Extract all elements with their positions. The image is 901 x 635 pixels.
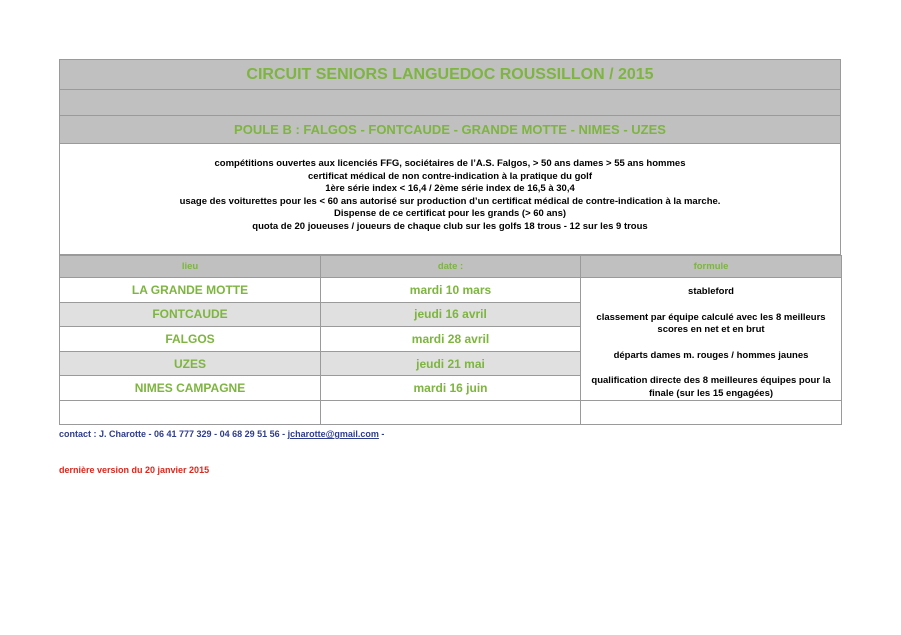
poule-heading: POULE B : FALGOS - FONTCAUDE - GRANDE MOTTE - NIMES - UZES <box>59 116 841 144</box>
cell-date: mardi 28 avril <box>321 327 581 352</box>
contact-text: contact : J. Charotte - 06 41 777 329 - 04 68 29 51 56 - <box>59 429 288 439</box>
cell-lieu: FONTCAUDE <box>60 302 321 327</box>
header-lieu: lieu <box>60 256 321 278</box>
table-empty-row <box>60 401 842 425</box>
formule-line: stableford <box>688 286 734 297</box>
version-note: dernière version du 20 janvier 2015 <box>59 465 210 475</box>
cell-lieu: UZES <box>60 351 321 376</box>
empty-cell <box>581 401 842 425</box>
empty-band <box>59 90 841 116</box>
empty-cell <box>321 401 581 425</box>
header-date: date : <box>321 256 581 278</box>
info-block <box>59 144 841 255</box>
cell-lieu: FALGOS <box>60 327 321 352</box>
info-line: 1ère série index < 16,4 / 2ème série index de 16,5 à 30,4 <box>325 183 575 195</box>
table-row <box>60 278 842 303</box>
cell-lieu: NIMES CAMPAGNE <box>60 376 321 401</box>
formule-line: qualification directe des 8 meilleures équipes pour la finale (sur les 15 engagées) <box>591 375 831 399</box>
contact-suffix: - <box>378 429 385 439</box>
info-line: quota de 20 joueuses / joueurs de chaque club sur les golfs 18 trous - 12 sur les 9 trous <box>252 220 648 232</box>
info-line: Dispense de ce certificat pour les grands (> 60 ans) <box>333 208 567 220</box>
cell-date: mardi 10 mars <box>321 278 581 303</box>
formule-line: départs dames m. rouges / hommes jaunes <box>613 349 809 361</box>
info-line: usage des voiturettes pour les < 60 ans autorisé sur production d’un certificat médical de contre-indication à la marche. <box>179 195 721 207</box>
contact-email-link[interactable]: jcharotte@gmail.com <box>287 429 379 439</box>
empty-cell <box>60 401 321 425</box>
info-line: certificat médical de non contre-indication à la pratique du golf <box>308 170 592 182</box>
header-formule: formule <box>581 256 842 278</box>
cell-lieu: LA GRANDE MOTTE <box>60 278 321 303</box>
formule-line: classement par équipe calculé avec les 8 meilleurs scores en net et en brut <box>596 311 826 335</box>
document-title: CIRCUIT SENIORS LANGUEDOC ROUSSILLON / 2015 <box>59 59 841 90</box>
cell-date: jeudi 16 avril <box>321 302 581 327</box>
document-page <box>59 59 841 425</box>
contact-line <box>59 429 384 439</box>
schedule-table <box>59 255 842 425</box>
cell-formule <box>581 278 842 401</box>
cell-date: mardi 16 juin <box>321 376 581 401</box>
info-line: compétitions ouvertes aux licenciés FFG, sociétaires de l’A.S. Falgos, > 50 ans dames > 55 ans hommes <box>214 158 686 169</box>
table-header-row <box>60 256 842 278</box>
cell-date: jeudi 21 mai <box>321 351 581 376</box>
